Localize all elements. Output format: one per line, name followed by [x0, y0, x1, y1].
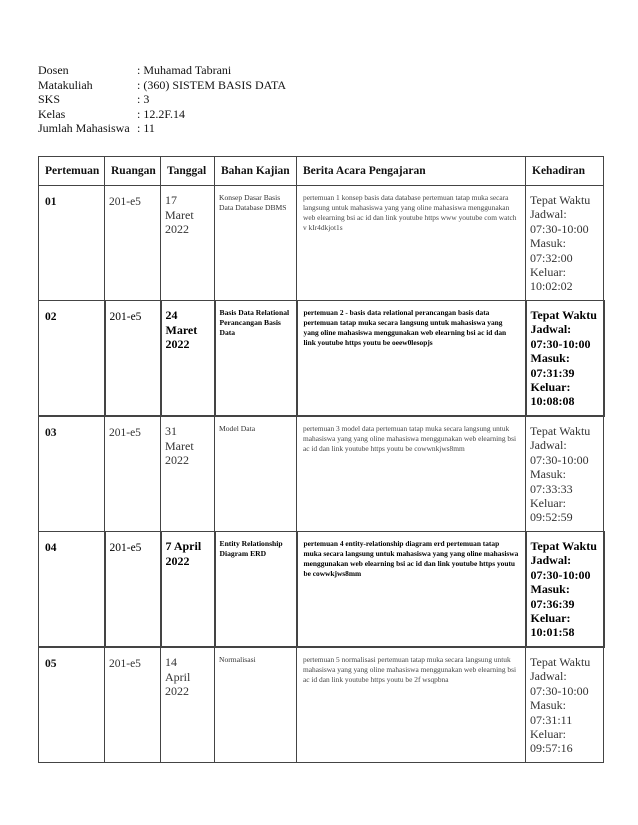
cell-tanggal — [161, 416, 215, 532]
table-row — [39, 416, 604, 532]
info-row-sks — [38, 92, 286, 107]
info-row-jumlah-mahasiswa — [38, 121, 286, 136]
cell-tanggal — [161, 532, 215, 648]
date-text: 14 April 2022 — [165, 655, 191, 699]
cell-bahan-kajian — [215, 186, 297, 301]
course-info — [38, 63, 286, 136]
room-text: 201-e5 — [109, 311, 142, 323]
column-header-ruangan: Ruangan — [105, 157, 161, 186]
info-value: : 11 — [137, 121, 155, 136]
cell-kehadiran — [526, 301, 604, 417]
topic-text: Konsep Dasar Basis Data Database DBMS — [219, 193, 287, 212]
attendance-text: Tepat Waktu Jadwal: 07:30-10:00 Masuk: 07:33:33 Keluar: 09:52:59 — [530, 424, 591, 525]
cell-ruangan — [105, 416, 161, 532]
column-header-tanggal: Tanggal — [161, 157, 215, 186]
description-text: pertemuan 3 model data pertemuan tatap muka secara langsung untuk mahasiswa yang yang oline mahasiswa menggunakan web elearning bsi ac id dan link youtube https youtu be cowwnkjws8mm — [303, 424, 517, 453]
cell-pertemuan — [39, 186, 105, 301]
date-text: 24 Maret 2022 — [165, 308, 198, 352]
pertemuan-number: 03 — [45, 427, 57, 439]
cell-ruangan — [105, 532, 161, 648]
cell-kehadiran — [526, 532, 604, 648]
cell-bahan-kajian — [215, 647, 297, 763]
cell-tanggal — [161, 186, 215, 301]
pertemuan-number: 04 — [45, 542, 57, 554]
description-text: pertemuan 2 - basis data relational perancangan basis data pertemuan tatap muka secara langsung untuk mahasiswa yang yang oline mahasiswa menggunakan web elearning bsi ac id dan link youtube https youtu be oeew0lesopjs — [303, 308, 507, 347]
column-header-berita-acara: Berita Acara Pengajaran — [297, 157, 526, 186]
topic-text: Entity Relationship Diagram ERD — [219, 539, 283, 558]
description-text: pertemuan 1 konsep basis data database pertemuan tatap muka secara langsung untuk mahasiswa yang yang oline mahasiswa menggunakan web elearning bsi ac id dan link youtube https www youtube com watch v kIr4dkjot1s — [303, 193, 517, 232]
cell-pertemuan — [39, 416, 105, 532]
info-value: : (360) SISTEM BASIS DATA — [137, 77, 287, 92]
info-label: Kelas — [38, 106, 66, 121]
topic-text: Basis Data Relational Perancangan Basis Data — [219, 308, 290, 337]
cell-tanggal — [161, 301, 215, 417]
cell-bahan-kajian — [215, 301, 297, 417]
cell-pertemuan — [39, 532, 105, 648]
cell-bahan-kajian — [215, 416, 297, 532]
table-row — [39, 532, 604, 648]
cell-kehadiran — [526, 416, 604, 532]
table-row — [39, 647, 604, 763]
column-header-bahan-kajian: Bahan Kajian — [215, 157, 297, 186]
info-value: : 3 — [137, 92, 150, 107]
info-label: Jumlah Mahasiswa — [38, 121, 130, 136]
info-label: Matakuliah — [38, 77, 93, 92]
cell-kehadiran — [526, 186, 604, 301]
date-text: 7 April 2022 — [165, 539, 202, 568]
topic-text: Normalisasi — [219, 655, 256, 664]
description-text: pertemuan 5 normalisasi pertemuan tatap muka secara langsung untuk mahasiswa yang yang oline mahasiswa menggunakan web elearning bsi ac id dan link youtube https youtu be 2f wsqpbna — [303, 655, 517, 684]
room-text: 201-e5 — [109, 658, 141, 670]
pertemuan-number: 01 — [45, 196, 57, 208]
attendance-text: Tepat Waktu Jadwal: 07:30-10:00 Masuk: 07:31:39 Keluar: 10:08:08 — [530, 308, 597, 409]
cell-pertemuan — [39, 301, 105, 417]
cell-berita-acara — [297, 186, 526, 301]
room-text: 201-e5 — [109, 196, 141, 208]
cell-berita-acara — [297, 532, 526, 648]
info-row-kelas — [38, 107, 286, 122]
date-text: 31 Maret 2022 — [165, 424, 194, 468]
info-label: Dosen — [38, 63, 69, 77]
column-header-pertemuan: Pertemuan — [39, 157, 105, 186]
pertemuan-number: 02 — [45, 311, 57, 323]
column-header-kehadiran: Kehadiran — [526, 157, 604, 186]
attendance-text: Tepat Waktu Jadwal: 07:30-10:00 Masuk: 07:36:39 Keluar: 10:01:58 — [530, 539, 597, 640]
cell-berita-acara — [297, 416, 526, 532]
info-value: : Muhamad Tabrani — [137, 63, 232, 77]
table-row — [39, 301, 604, 417]
date-text: 17 Maret 2022 — [165, 193, 194, 237]
room-text: 201-e5 — [109, 542, 142, 554]
cell-bahan-kajian — [215, 532, 297, 648]
room-text: 201-e5 — [109, 427, 141, 439]
attendance-text: Tepat Waktu Jadwal: 07:30-10:00 Masuk: 07:32:00 Keluar: 10:02:02 — [530, 193, 591, 294]
info-value: : 12.2F.14 — [137, 106, 186, 121]
description-text: pertemuan 4 entity-relationship diagram erd pertemuan tatap muka secara langsung untuk mahasiswa yang yang oline mahasiswa menggunakan web elearning bsi ac id dan link youtube https youtu be cowwkjws8mm — [303, 539, 519, 578]
cell-berita-acara — [297, 301, 526, 417]
cell-ruangan — [105, 647, 161, 763]
cell-tanggal — [161, 647, 215, 763]
info-label: SKS — [38, 92, 61, 107]
cell-kehadiran — [526, 647, 604, 763]
table-header-row — [39, 157, 604, 186]
info-row-matakuliah — [38, 78, 286, 93]
cell-berita-acara — [297, 647, 526, 763]
cell-ruangan — [105, 301, 161, 417]
cell-pertemuan — [39, 647, 105, 763]
topic-text: Model Data — [219, 424, 256, 433]
info-row-dosen — [38, 63, 286, 78]
cell-ruangan — [105, 186, 161, 301]
table-row — [39, 186, 604, 301]
pertemuan-number: 05 — [45, 658, 57, 670]
attendance-table — [38, 156, 605, 763]
attendance-text: Tepat Waktu Jadwal: 07:30-10:00 Masuk: 07:31:11 Keluar: 09:57:16 — [530, 655, 591, 756]
